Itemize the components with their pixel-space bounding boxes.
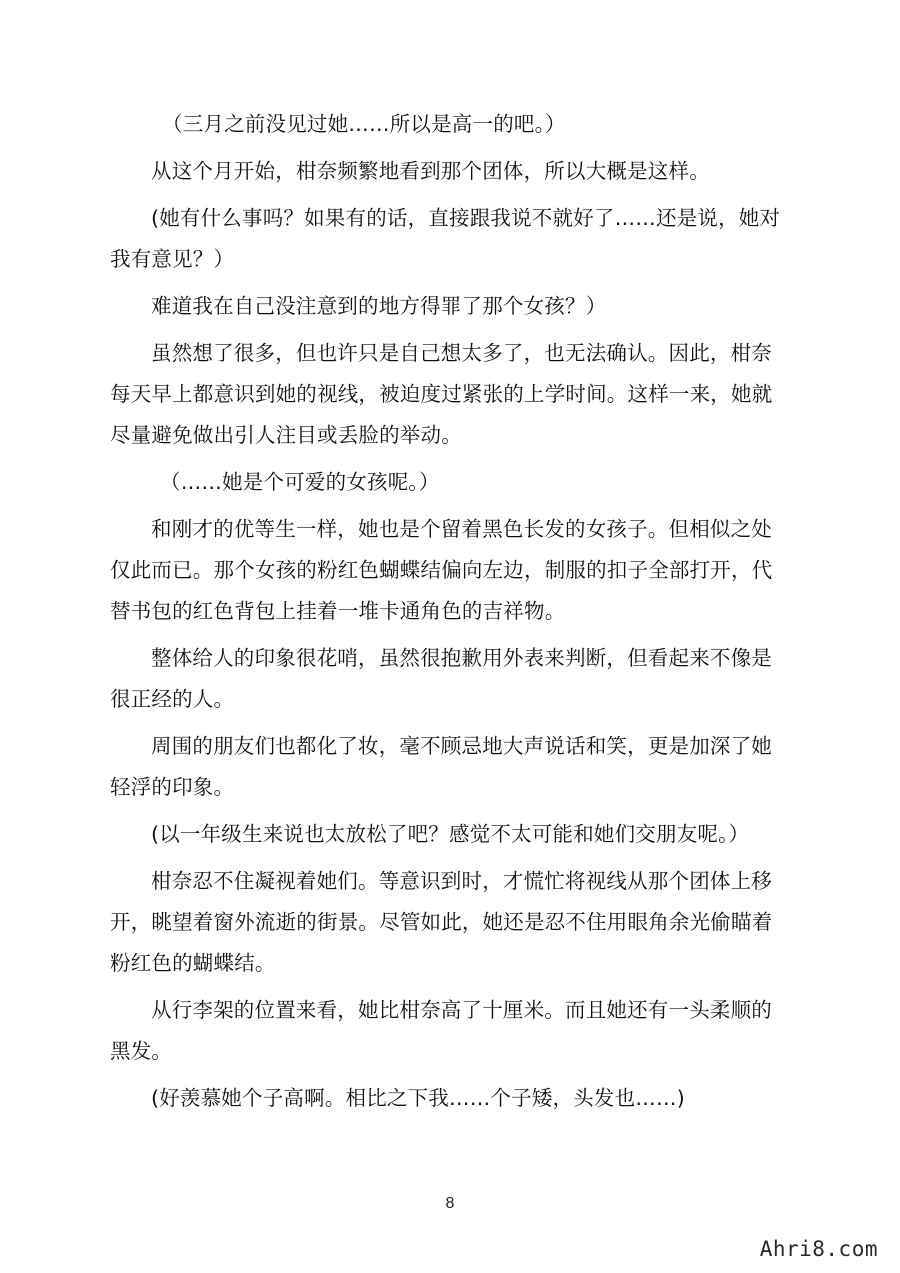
paragraph: 虽然想了很多，但也许只是自己想太多了，也无法确认。因此，柑奈每天早上都意识到她的视线，被迫度过紧张的上学时间。这样一来，她就尽量避免做出引人注目或丢脸的举动。 [110, 341, 773, 447]
paragraph: 和刚才的优等生一样，她也是个留着黑色长发的女孩子。但相似之处仅此而已。那个女孩的粉红色蝴蝶结偏向左边，制服的扣子全部打开，代替书包的红色背包上挂着一堆卡通角色的吉祥物。 [110, 517, 773, 623]
paragraph: (以一年级生来说也太放松了吧？感觉不太可能和她们交朋友呢。） [151, 822, 750, 846]
paragraph: （三月之前没见过她……所以是高一的吧。） [162, 112, 566, 136]
watermark: Ahri8.com [759, 1237, 878, 1261]
page-number: 8 [445, 1195, 455, 1212]
text-body [110, 104, 788, 1125]
paragraph: 周围的朋友们也都化了妆，毫不顾忌地大声说话和笑，更是加深了她轻浮的印象。 [110, 734, 772, 799]
paragraph: 柑奈忍不住凝视着她们。等意识到时，才慌忙将视线从那个团体上移开，眺望着窗外流逝的街景。尽管如此，她还是忍不住用眼角余光偷瞄着粉红色的蝴蝶结。 [110, 869, 773, 975]
paragraph: 从这个月开始，柑奈频繁地看到那个团体，所以大概是这样。 [151, 159, 710, 183]
paragraph: （……她是个可爱的女孩呢。） [160, 470, 440, 494]
paragraph: (她有什么事吗？如果有的话，直接跟我说不就好了……还是说，她对我有意见？） [110, 206, 781, 271]
paragraph: 难道我在自己没注意到的地方得罪了那个女孩？） [151, 294, 607, 318]
paragraph: (好羡慕她个子高啊。相比之下我……个子矮，头发也……) [151, 1086, 685, 1110]
paragraph: 整体给人的印象很花哨，虽然很抱歉用外表来判断，但看起来不像是很正经的人。 [110, 646, 772, 711]
paragraph: 从行李架的位置来看，她比柑奈高了十厘米。而且她还有一头柔顺的黑发。 [110, 998, 772, 1063]
